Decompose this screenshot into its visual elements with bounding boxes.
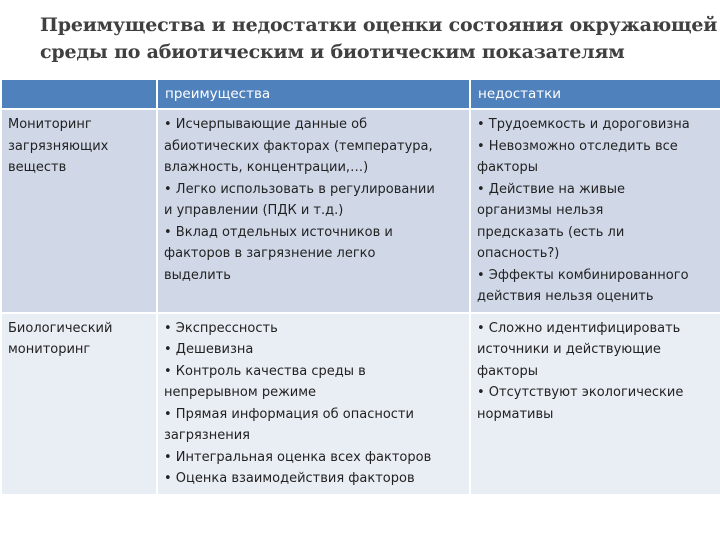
row-label-line: веществ bbox=[8, 160, 67, 175]
disadvantages-line: • Невозможно отследить все bbox=[477, 138, 678, 154]
advantages-line: непрерывном режиме bbox=[164, 385, 317, 400]
disadvantages-line: предсказать (есть ли bbox=[477, 224, 625, 240]
advantages-line: • Интегральная оценка всех факторов bbox=[164, 449, 432, 465]
disadvantages-line: • Сложно идентифицировать bbox=[477, 320, 681, 336]
row-label-line: загрязняющих bbox=[8, 138, 109, 154]
advantages-line: • Оценка взаимодействия факторов bbox=[164, 471, 415, 486]
row-label-cell bbox=[2, 109, 157, 313]
row-label-line: мониторинг bbox=[8, 342, 91, 357]
page-title-line-2: среды по абиотическим и биотическим показателям bbox=[40, 41, 625, 63]
advantages-line: абиотических факторах (температура, bbox=[164, 138, 433, 154]
table-header-row bbox=[2, 80, 720, 109]
header-empty-cell bbox=[2, 80, 157, 109]
advantages-line: • Исчерпывающие данные об bbox=[164, 117, 368, 132]
disadvantages-line: • Трудоемкость и дороговизна bbox=[477, 117, 690, 132]
advantages-line: выделить bbox=[164, 267, 231, 283]
header-advantages: преимущества bbox=[157, 80, 470, 109]
disadvantages-line: • Эффекты комбинированного bbox=[477, 267, 689, 283]
disadvantages-line: организмы нельзя bbox=[477, 203, 604, 218]
disadvantages-line: • Отсутствуют экологические bbox=[477, 385, 684, 400]
disadvantages-line: опасность?) bbox=[477, 246, 560, 261]
disadvantages-line: • Действие на живые bbox=[477, 181, 626, 197]
advantages-cell bbox=[157, 109, 470, 313]
row-label-line: Биологический bbox=[8, 320, 113, 336]
page-title-line-1: Преимущества и недостатки оценки состояния окружающей bbox=[40, 14, 718, 36]
row-label-line: Мониторинг bbox=[8, 117, 92, 132]
disadvantages-cell bbox=[470, 109, 720, 313]
disadvantages-cell bbox=[470, 313, 720, 494]
advantages-line: факторов в загрязнение легко bbox=[164, 246, 376, 261]
disadvantages-line: источники и действующие bbox=[477, 342, 661, 357]
advantages-line: • Прямая информация об опасности bbox=[164, 406, 414, 422]
page-title bbox=[40, 12, 718, 66]
disadvantages-line: факторы bbox=[477, 363, 538, 379]
advantages-line: влажность, концентрации,…) bbox=[164, 160, 369, 175]
disadvantages-line: действия нельзя оценить bbox=[477, 289, 654, 304]
advantages-line: загрязнения bbox=[164, 428, 250, 443]
advantages-line: и управлении (ПДК и т.д.) bbox=[164, 203, 344, 218]
advantages-line: • Дешевизна bbox=[164, 342, 254, 357]
advantages-line: • Вклад отдельных источников и bbox=[164, 224, 393, 240]
row-label-cell bbox=[2, 313, 157, 494]
disadvantages-line: нормативы bbox=[477, 406, 554, 422]
advantages-line: • Легко использовать в регулировании bbox=[164, 181, 435, 197]
advantages-line: • Экспрессность bbox=[164, 320, 278, 336]
table-row bbox=[2, 109, 720, 313]
table-row bbox=[2, 313, 720, 494]
advantages-line: • Контроль качества среды в bbox=[164, 363, 366, 379]
header-disadvantages: недостатки bbox=[470, 80, 720, 109]
comparison-table bbox=[2, 80, 720, 494]
disadvantages-line: факторы bbox=[477, 160, 538, 175]
advantages-cell bbox=[157, 313, 470, 494]
